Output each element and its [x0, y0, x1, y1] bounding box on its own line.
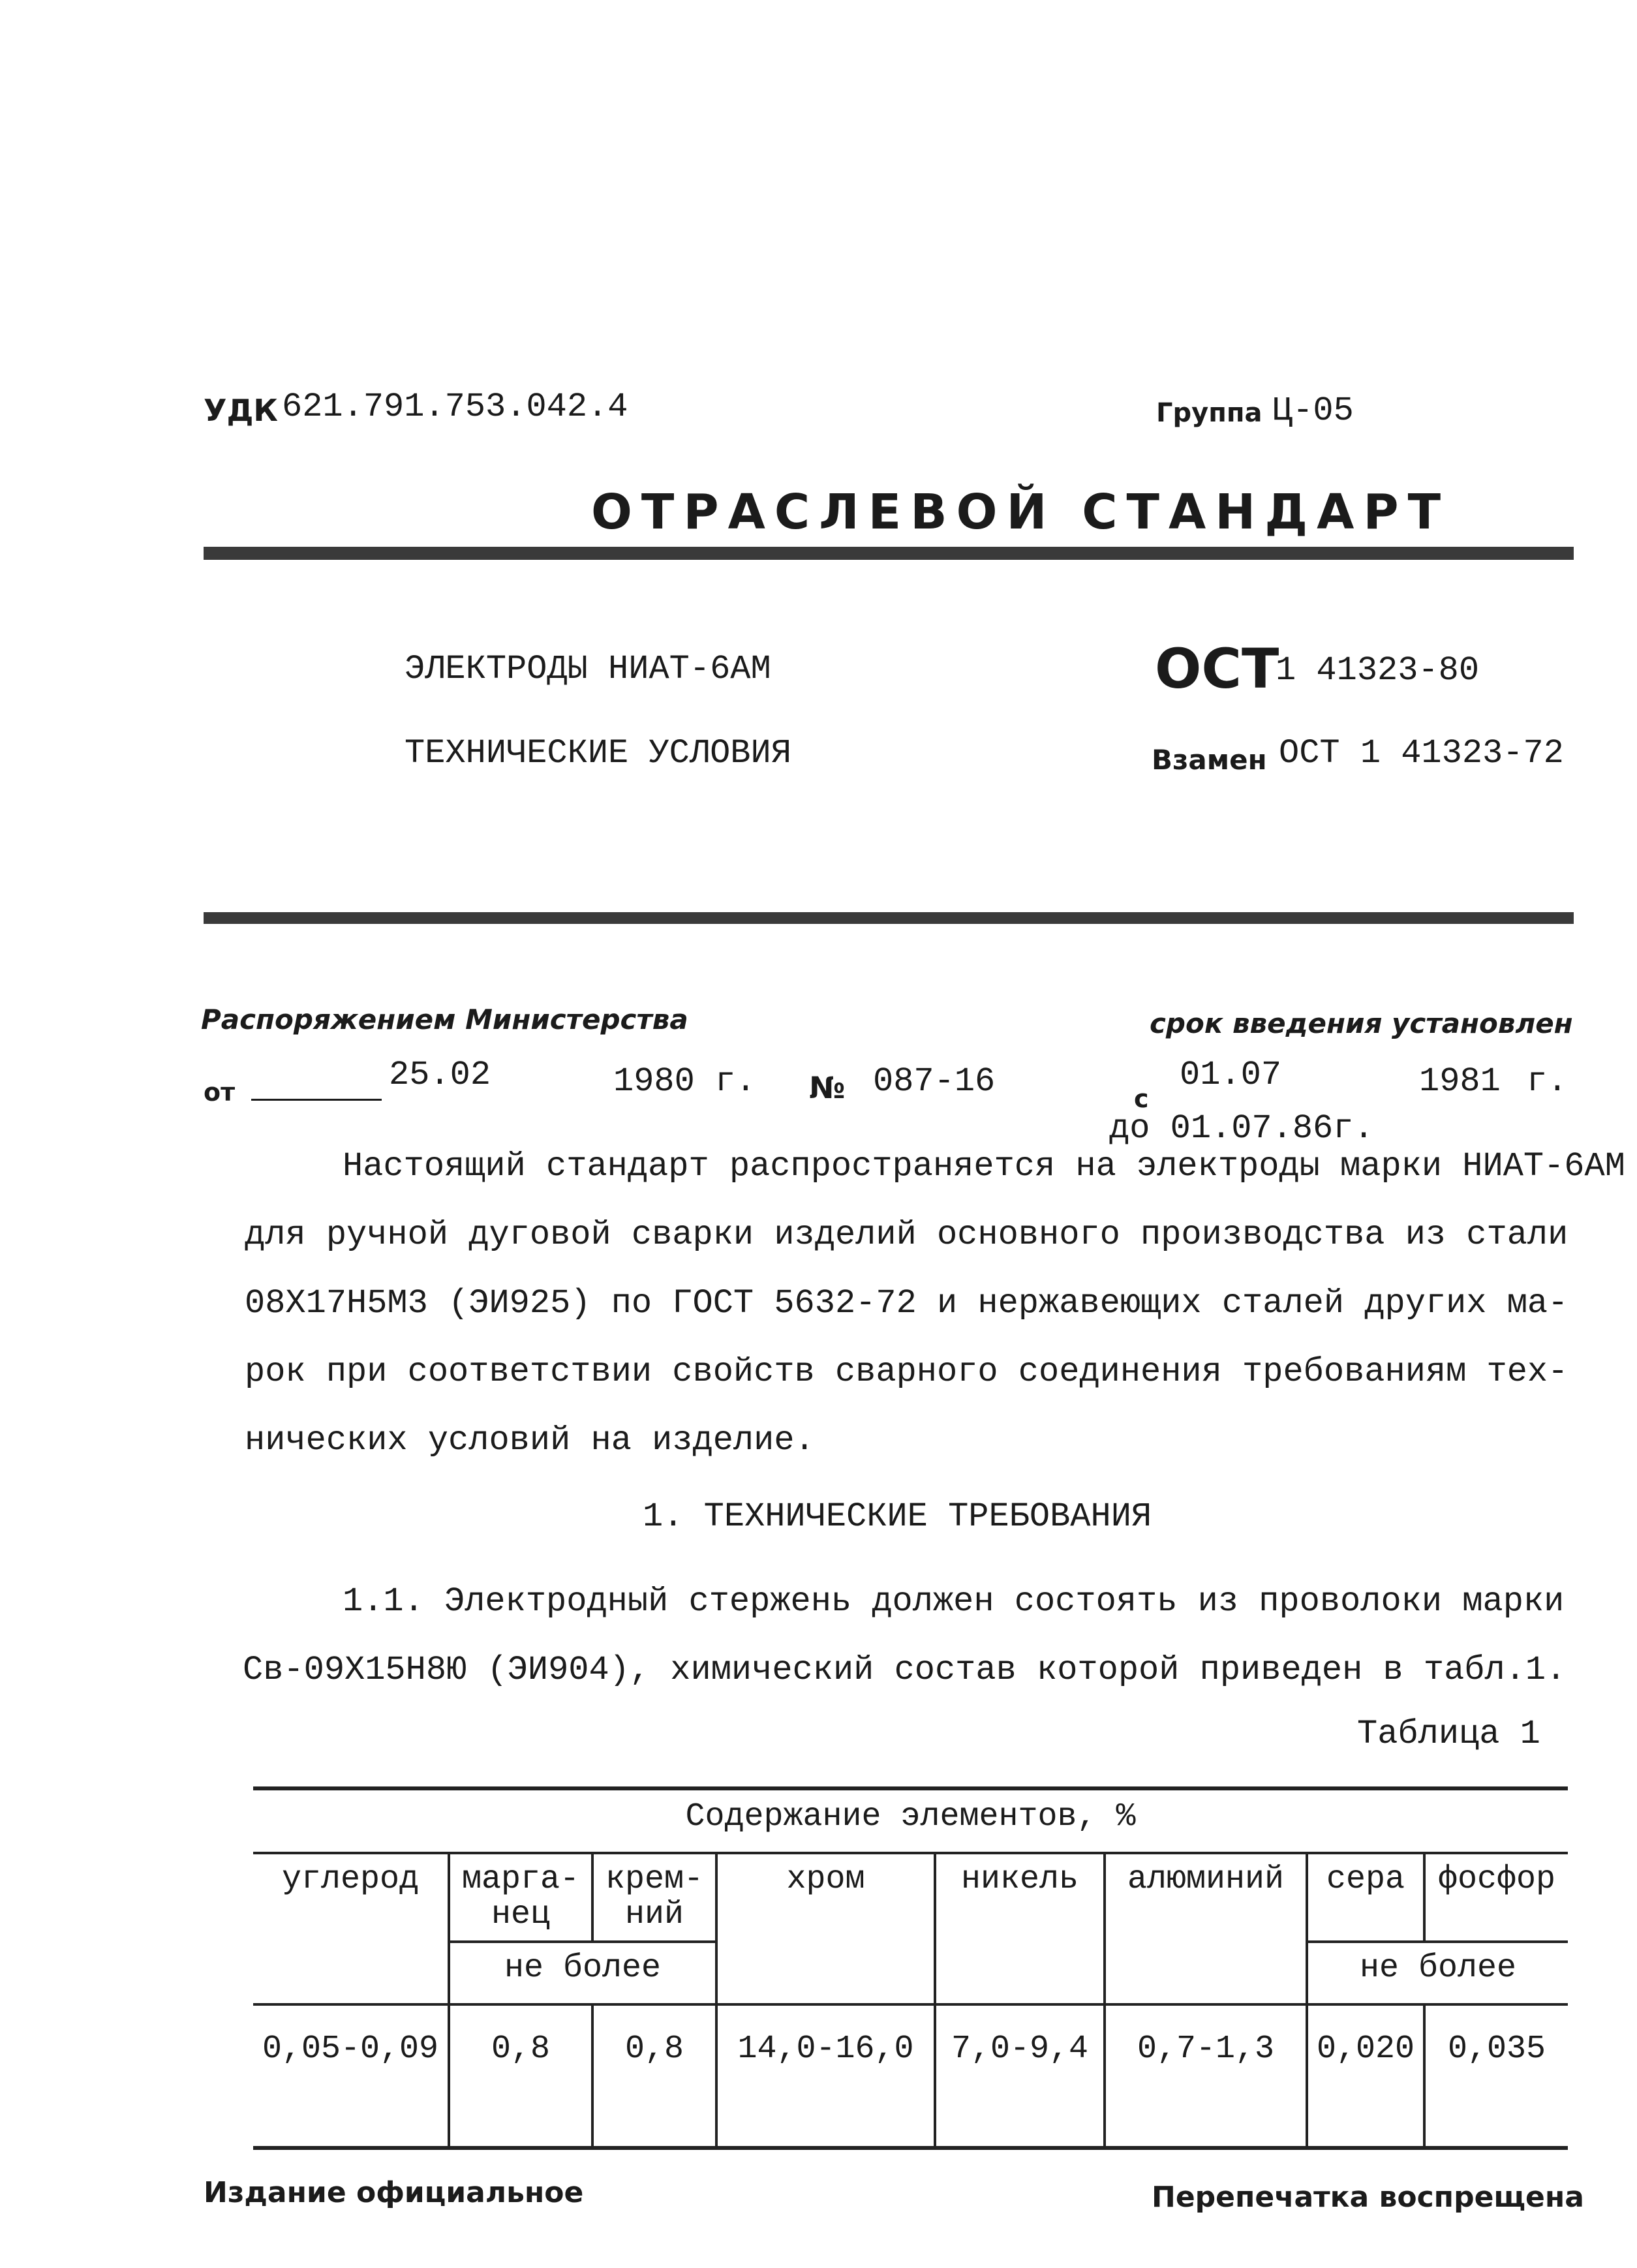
replaces-label: Взамен: [1152, 744, 1267, 776]
standard-name-line1: ЭЛЕКТРОДЫ НИАТ-6АМ: [405, 650, 771, 688]
footer-reprint-prohibited: Перепечатка воспрещена: [1152, 2181, 1584, 2214]
intro-line: для ручной дуговой сварки изделий основного производства из стали: [245, 1216, 1568, 1254]
order-date: 25.02: [389, 1056, 491, 1094]
value-nickel: 7,0-9,4: [935, 2004, 1105, 2148]
date-underline: [251, 1070, 382, 1101]
chemical-composition-table: [253, 1786, 1568, 2150]
col-carbon: углерод: [253, 1853, 449, 2004]
col-manganese: марга- нец: [449, 1853, 592, 1942]
udk-label: УДК: [204, 393, 279, 428]
until-date: до 01.07.86г.: [1109, 1109, 1374, 1148]
standard-name-line2: ТЕХНИЧЕСКИЕ УСЛОВИЯ: [405, 734, 791, 773]
intro-paragraph: [245, 1132, 1625, 1475]
col-chromium: хром: [716, 1853, 935, 2004]
order-year: 1980 г.: [613, 1062, 756, 1101]
replaces-value: ОСТ 1 41323-72: [1279, 734, 1564, 773]
document-title: ОТРАСЛЕВОЙ СТАНДАРТ: [591, 484, 1450, 540]
value-phosphorus: 0,035: [1424, 2004, 1568, 2148]
group-value: Ц-05: [1272, 391, 1354, 430]
section-heading: 1. ТЕХНИЧЕСКИЕ ТРЕБОВАНИЯ: [643, 1497, 1152, 1536]
col-aluminium: алюминий: [1105, 1853, 1307, 2004]
col-phosphorus: фосфор: [1424, 1853, 1568, 1942]
ministry-order-label: Распоряжением Министерства: [201, 1004, 688, 1035]
number-label: №: [809, 1070, 846, 1105]
value-sulfur: 0,020: [1307, 2004, 1424, 2148]
since-year-suffix: г.: [1527, 1062, 1568, 1101]
udk-value: 621.791.753.042.4: [282, 388, 628, 426]
col-nickel: никель: [935, 1853, 1105, 2004]
intro-line: нических условий на изделие.: [245, 1421, 815, 1460]
value-carbon: 0,05-0,09: [253, 2004, 449, 2148]
effective-date-label: срок введения установлен: [1150, 1007, 1573, 1039]
table-group-header: Содержание элементов, %: [253, 1788, 1568, 1853]
not-more-mn-si: не более: [449, 1942, 716, 2004]
from-label: от: [204, 1078, 236, 1107]
order-number: 087-16: [873, 1062, 996, 1101]
col-sulfur: сера: [1307, 1853, 1424, 1942]
not-more-s-p: не более: [1307, 1942, 1568, 2004]
intro-line: Настоящий стандарт распространяется на электроды марки НИАТ-6АМ: [343, 1147, 1625, 1186]
paragraph-1-1-line1: 1.1. Электродный стержень должен состоять из проволоки марки: [343, 1582, 1565, 1621]
since-year: 1981: [1419, 1062, 1501, 1101]
footer-official-edition: Издание официальное: [204, 2176, 584, 2209]
intro-line: рок при соответствии свойств сварного соединения требованиям тех-: [245, 1353, 1568, 1391]
table-caption: Таблица 1: [1357, 1715, 1540, 1753]
paragraph-1-1-line2: Св-09Х15Н8Ю (ЭИ904), химический состав которой приведен в табл.1.: [243, 1651, 1567, 1689]
standard-divider: [204, 912, 1574, 924]
ost-number: 1 41323-80: [1276, 651, 1480, 690]
value-manganese: 0,8: [449, 2004, 592, 2148]
value-silicon: 0,8: [592, 2004, 716, 2148]
since-date: 01.07: [1180, 1056, 1282, 1094]
intro-line: 08Х17Н5М3 (ЭИ925) по ГОСТ 5632-72 и нержавеющих сталей других ма-: [245, 1284, 1568, 1323]
ost-label: ОСТ: [1155, 637, 1279, 701]
value-aluminium: 0,7-1,3: [1105, 2004, 1307, 2148]
col-silicon: крем- ний: [592, 1853, 716, 1942]
since-label: с: [1134, 1084, 1149, 1113]
group-label: Группа: [1156, 398, 1262, 428]
value-chromium: 14,0-16,0: [716, 2004, 935, 2148]
header-divider: [204, 547, 1574, 560]
